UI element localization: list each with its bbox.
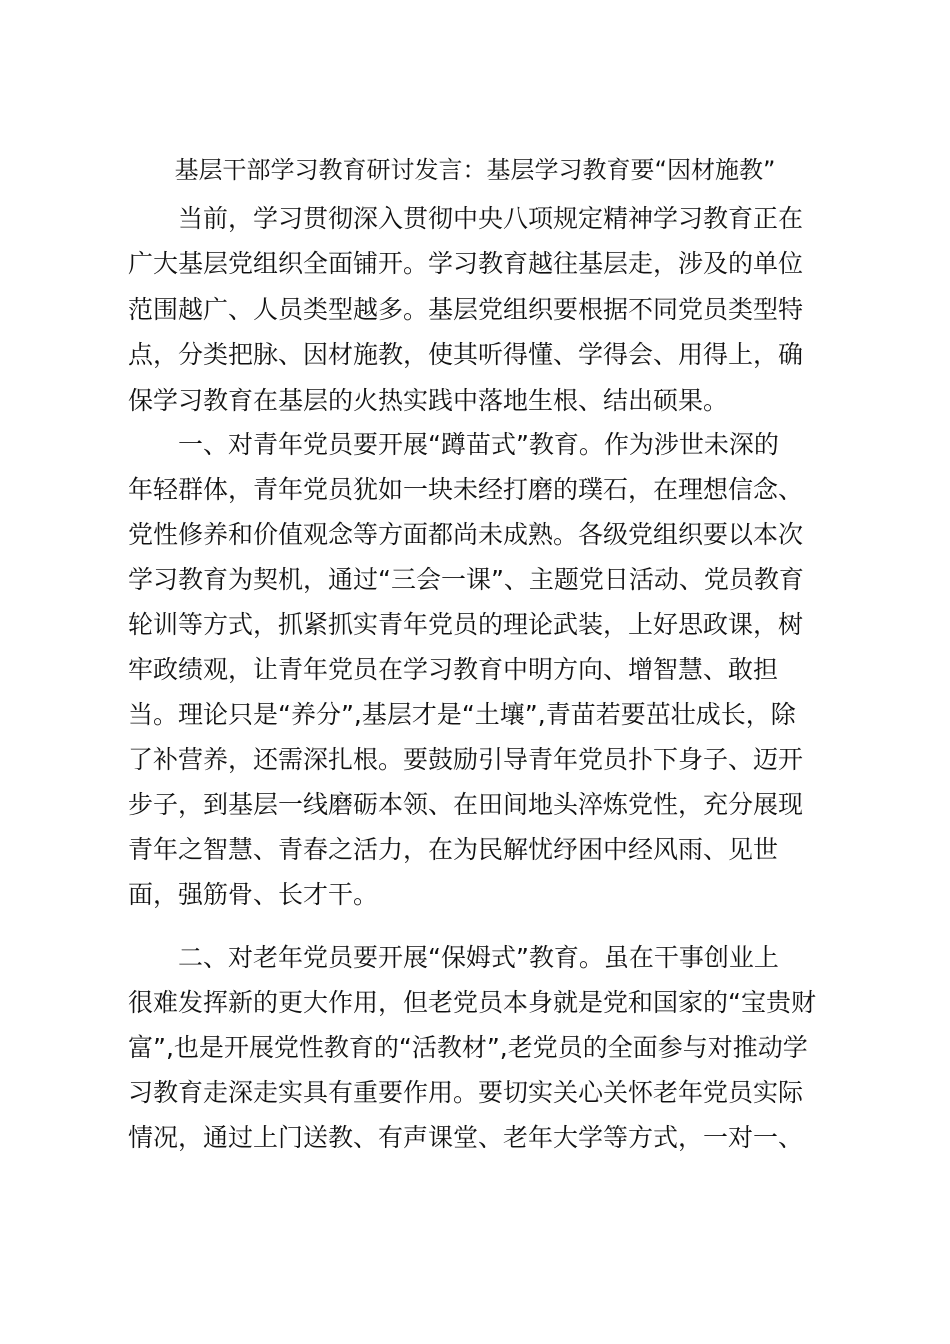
paragraph-3-line-1: 二、对老年党员要开展“保姆式”教育。虽在干事创业上 — [178, 943, 779, 972]
paragraph-2-line-4: 学习教育为契机，通过“三会一课”、主题党日活动、党员教育 — [128, 565, 804, 594]
paragraph-2-line-10: 青年之智慧、青春之活力，在为民解忧纾困中经风雨、见世 — [128, 835, 779, 864]
paragraph-3-line-4: 习教育走深走实具有重要作用。要切实关心关怀老年党员实际 — [128, 1078, 804, 1107]
paragraph-2-line-11: 面，强筋骨、长才干。 — [128, 880, 379, 909]
paragraph-2-line-1: 一、对青年党员要开展“蹲苗式”教育。作为涉世未深的 — [178, 430, 779, 459]
paragraph-2-line-3: 党性修养和价值观念等方面都尚未成熟。各级党组织要以本次 — [128, 520, 804, 549]
paragraph-2-line-5: 轮训等方式，抓紧抓实青年党员的理论武装，上好思政课，树 — [128, 610, 804, 639]
paragraph-1-line-3: 范围越广、人员类型越多。基层党组织要根据不同党员类型特 — [128, 295, 804, 324]
paragraph-3-line-5: 情况，通过上门送教、有声课堂、老年大学等方式，一对一、 — [128, 1123, 804, 1152]
paragraph-2-line-6: 牢政绩观，让青年党员在学习教育中明方向、增智慧、敢担 — [128, 655, 779, 684]
paragraph-3-line-3: 富”,也是开展党性教育的“活教材”,老党员的全面参与对推动学 — [128, 1033, 808, 1062]
paragraph-2-line-7: 当。理论只是“养分”,基层才是“土壤”,青苗若要茁壮成长，除 — [128, 700, 796, 729]
document-title: 基层干部学习教育研讨发言：基层学习教育要“因材施教” — [174, 156, 776, 184]
paragraph-1-line-5: 保学习教育在基层的火热实践中落地生根、结出硕果。 — [128, 386, 729, 415]
paragraph-1-line-4: 点，分类把脉、因材施教，使其听得懂、学得会、用得上，确 — [128, 340, 804, 369]
paragraph-3-line-2: 很难发挥新的更大作用，但老党员本身就是党和国家的“宝贵财 — [128, 988, 816, 1017]
paragraph-2-line-9: 步子，到基层一线磨砺本领、在田间地头淬炼党性，充分展现 — [128, 790, 804, 819]
paragraph-1-line-2: 广大基层党组织全面铺开。学习教育越往基层走，涉及的单位 — [128, 249, 804, 278]
paragraph-2-line-2: 年轻群体，青年党员犹如一块未经打磨的璞石，在理想信念、 — [128, 475, 804, 504]
paragraph-1-line-1: 当前，学习贯彻深入贯彻中央八项规定精神学习教育正在 — [178, 204, 804, 233]
paragraph-2-line-8: 了补营养，还需深扎根。要鼓励引导青年党员扑下身子、迈开 — [128, 745, 804, 774]
